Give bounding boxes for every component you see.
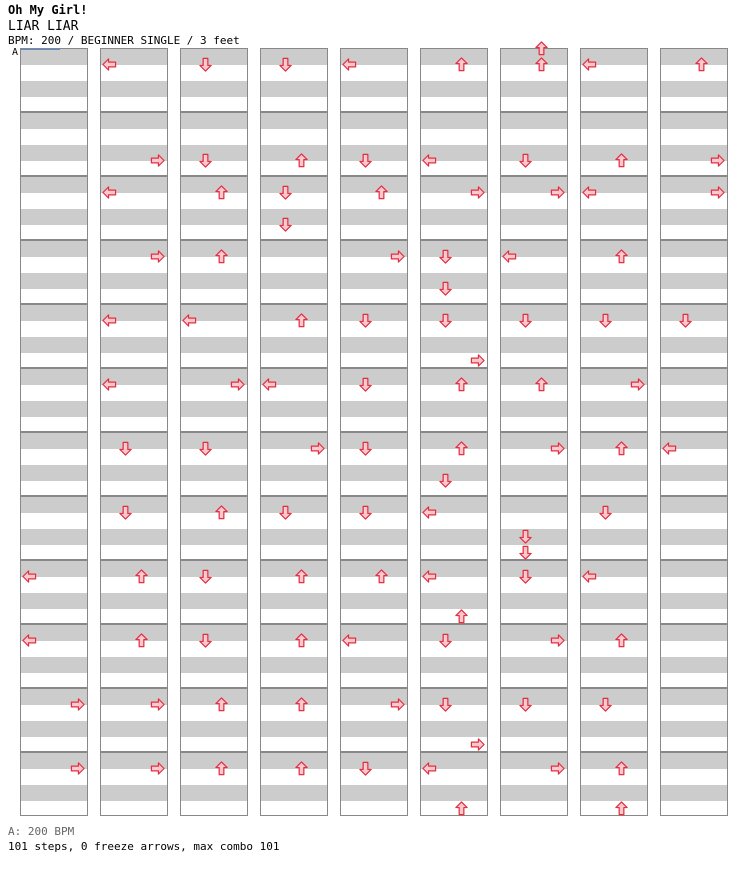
left-arrow-icon [102, 313, 117, 328]
up-arrow-icon [294, 761, 309, 776]
down-arrow-icon [118, 441, 133, 456]
down-arrow-icon [518, 313, 533, 328]
right-arrow-icon [550, 441, 565, 456]
down-arrow-icon [518, 697, 533, 712]
down-arrow-icon [518, 569, 533, 584]
down-arrow-icon [278, 217, 293, 232]
right-arrow-icon [550, 633, 565, 648]
measure-block [660, 368, 728, 432]
left-arrow-icon [102, 57, 117, 72]
up-arrow-icon [694, 57, 709, 72]
right-arrow-icon [710, 153, 725, 168]
down-arrow-icon [358, 313, 373, 328]
up-arrow-icon [294, 569, 309, 584]
measure-block [580, 688, 648, 752]
measure-block [660, 240, 728, 304]
right-arrow-icon [70, 761, 85, 776]
song-artist: Oh My Girl! [8, 3, 88, 17]
left-arrow-icon [102, 185, 117, 200]
right-arrow-icon [390, 249, 405, 264]
up-arrow-icon [614, 249, 629, 264]
left-arrow-icon [22, 569, 37, 584]
left-arrow-icon [582, 569, 597, 584]
up-arrow-icon [614, 153, 629, 168]
measure-block [180, 432, 248, 496]
down-arrow-icon [438, 697, 453, 712]
up-arrow-icon [214, 505, 229, 520]
measure-block [180, 48, 248, 112]
up-arrow-icon [534, 41, 549, 56]
down-arrow-icon [438, 313, 453, 328]
measure-block [500, 560, 568, 624]
down-arrow-icon [438, 281, 453, 296]
measure-block [260, 496, 328, 560]
up-arrow-icon [134, 569, 149, 584]
down-arrow-icon [278, 185, 293, 200]
down-arrow-icon [358, 761, 373, 776]
right-arrow-icon [470, 737, 485, 752]
right-arrow-icon [550, 185, 565, 200]
measure-block [20, 176, 88, 240]
measure-block [660, 560, 728, 624]
down-arrow-icon [198, 569, 213, 584]
up-arrow-icon [454, 801, 469, 816]
down-arrow-icon [598, 697, 613, 712]
up-arrow-icon [614, 761, 629, 776]
down-arrow-icon [598, 505, 613, 520]
left-arrow-icon [582, 185, 597, 200]
left-arrow-icon [502, 249, 517, 264]
up-arrow-icon [214, 761, 229, 776]
bpm-marker-label: A [12, 47, 19, 58]
down-arrow-icon [358, 153, 373, 168]
measure-block [500, 112, 568, 176]
right-arrow-icon [310, 441, 325, 456]
left-arrow-icon [102, 377, 117, 392]
chart-info: BPM: 200 / BEGINNER SINGLE / 3 feet [8, 34, 240, 47]
up-arrow-icon [214, 249, 229, 264]
measure-block [20, 240, 88, 304]
up-arrow-icon [614, 441, 629, 456]
up-arrow-icon [534, 377, 549, 392]
measure-block [500, 688, 568, 752]
up-arrow-icon [134, 633, 149, 648]
down-arrow-icon [598, 313, 613, 328]
right-arrow-icon [470, 185, 485, 200]
left-arrow-icon [22, 633, 37, 648]
down-arrow-icon [358, 505, 373, 520]
up-arrow-icon [454, 377, 469, 392]
left-arrow-icon [182, 313, 197, 328]
up-arrow-icon [454, 57, 469, 72]
up-arrow-icon [614, 801, 629, 816]
measure-block [580, 304, 648, 368]
down-arrow-icon [438, 633, 453, 648]
measure-block [20, 432, 88, 496]
right-arrow-icon [710, 185, 725, 200]
up-arrow-icon [534, 57, 549, 72]
down-arrow-icon [278, 505, 293, 520]
right-arrow-icon [150, 761, 165, 776]
left-arrow-icon [422, 761, 437, 776]
bpm-marker-line [21, 49, 60, 50]
left-arrow-icon [422, 569, 437, 584]
measure-block [180, 624, 248, 688]
down-arrow-icon [118, 505, 133, 520]
up-arrow-icon [294, 697, 309, 712]
down-arrow-icon [198, 153, 213, 168]
measure-block [420, 624, 488, 688]
measure-block [20, 496, 88, 560]
left-arrow-icon [342, 57, 357, 72]
measure-block [20, 304, 88, 368]
measure-block [660, 624, 728, 688]
left-arrow-icon [422, 153, 437, 168]
measure-block [500, 496, 568, 560]
down-arrow-icon [438, 473, 453, 488]
left-arrow-icon [342, 633, 357, 648]
measure-block [180, 112, 248, 176]
right-arrow-icon [550, 761, 565, 776]
measure-block [500, 304, 568, 368]
down-arrow-icon [198, 57, 213, 72]
measure-block [100, 496, 168, 560]
left-arrow-icon [262, 377, 277, 392]
down-arrow-icon [518, 545, 533, 560]
measure-block [660, 496, 728, 560]
right-arrow-icon [630, 377, 645, 392]
down-arrow-icon [358, 377, 373, 392]
right-arrow-icon [470, 353, 485, 368]
up-arrow-icon [294, 153, 309, 168]
right-arrow-icon [70, 697, 85, 712]
down-arrow-icon [278, 57, 293, 72]
up-arrow-icon [614, 633, 629, 648]
measure-block [260, 48, 328, 112]
down-arrow-icon [678, 313, 693, 328]
measure-block [340, 112, 408, 176]
right-arrow-icon [150, 697, 165, 712]
measure-block [100, 432, 168, 496]
left-arrow-icon [422, 505, 437, 520]
left-arrow-icon [582, 57, 597, 72]
measure-block [340, 496, 408, 560]
up-arrow-icon [294, 633, 309, 648]
up-arrow-icon [374, 185, 389, 200]
measure-block [260, 176, 328, 240]
down-arrow-icon [518, 529, 533, 544]
right-arrow-icon [230, 377, 245, 392]
measure-block [260, 240, 328, 304]
up-arrow-icon [214, 697, 229, 712]
up-arrow-icon [294, 313, 309, 328]
measure-block [340, 752, 408, 816]
measure-block [340, 368, 408, 432]
measure-block [340, 432, 408, 496]
measure-block [660, 688, 728, 752]
song-title: LIAR LIAR [8, 19, 79, 34]
bpm-legend: A: 200 BPM [8, 825, 75, 838]
up-arrow-icon [214, 185, 229, 200]
chart-stats: 101 steps, 0 freeze arrows, max combo 101 [8, 840, 280, 853]
up-arrow-icon [454, 441, 469, 456]
measure-block [420, 240, 488, 304]
measure-block [660, 752, 728, 816]
measure-block [20, 368, 88, 432]
left-arrow-icon [662, 441, 677, 456]
down-arrow-icon [198, 441, 213, 456]
right-arrow-icon [150, 249, 165, 264]
right-arrow-icon [390, 697, 405, 712]
down-arrow-icon [438, 249, 453, 264]
down-arrow-icon [518, 153, 533, 168]
measure-block [340, 304, 408, 368]
measure-block [20, 112, 88, 176]
down-arrow-icon [198, 633, 213, 648]
measure-block [660, 304, 728, 368]
measure-block [180, 560, 248, 624]
up-arrow-icon [374, 569, 389, 584]
measure-block [20, 48, 88, 112]
right-arrow-icon [150, 153, 165, 168]
down-arrow-icon [358, 441, 373, 456]
measure-block [580, 496, 648, 560]
up-arrow-icon [454, 609, 469, 624]
